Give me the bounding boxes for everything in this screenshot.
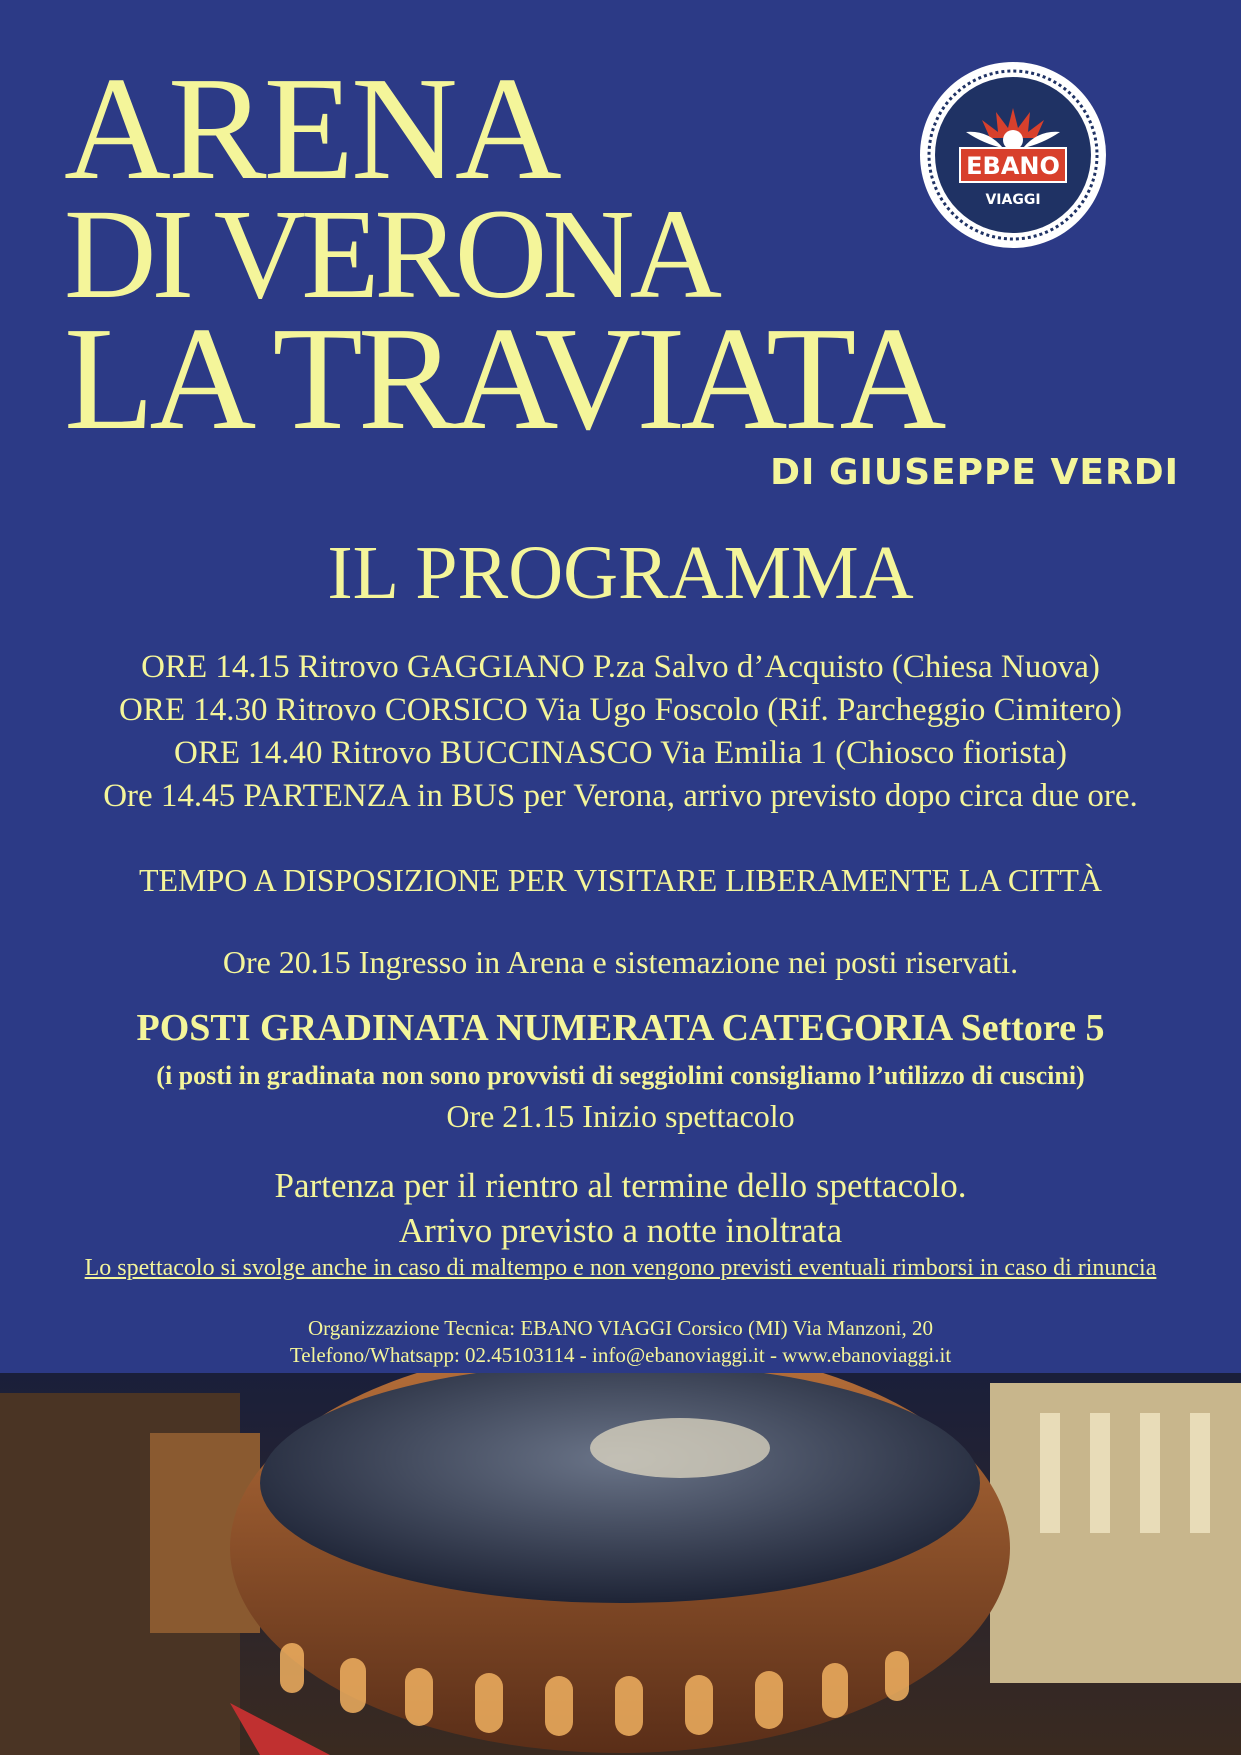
schedule-item: ORE 14.30 Ritrovo CORSICO Via Ugo Foscolo (Rif. Parcheggio Cimitero) (119, 692, 1122, 728)
title-arena: ARENA (64, 47, 559, 211)
return-info (0, 1163, 1241, 1253)
schedule-item: ORE 14.40 Ritrovo BUCCINASCO Via Emilia 1 (Chiosco fiorista) (174, 735, 1067, 771)
schedule-list (0, 646, 1241, 818)
weather-disclaimer: Lo spettacolo si svolge anche in caso di maltempo e non vengono previsti eventuali rimborsi in caso di rinuncia (84, 1255, 1157, 1281)
schedule-item: ORE 14.15 Ritrovo GAGGIANO P.za Salvo d’Acquisto (Chiesa Nuova) (141, 649, 1100, 685)
seats-info: POSTI GRADINATA NUMERATA CATEGORIA Settore 5 (136, 1007, 1105, 1049)
arena-photo (0, 1373, 1241, 1755)
logo-name: EBANO (966, 152, 1060, 180)
subtitle-composer: DI GIUSEPPE VERDI (770, 452, 1179, 493)
title-di-verona: DI VERONA (64, 183, 718, 325)
program-heading: IL PROGRAMMA (327, 531, 914, 615)
contact-info: Telefono/Whatsapp: 02.45103114 - info@ebanoviaggi.it - www.ebanoviaggi.it (289, 1343, 952, 1367)
organizer-info: Organizzazione Tecnica: EBANO VIAGGI Corsico (MI) Via Manzoni, 20 (308, 1316, 933, 1340)
free-time-note: TEMPO A DISPOSIZIONE PER VISITARE LIBERAMENTE LA CITTÀ (138, 862, 1103, 898)
return-arrival: Arrivo previsto a notte inoltrata (398, 1211, 843, 1250)
show-start: Ore 21.15 Inizio spettacolo (446, 1098, 795, 1134)
logo-sub: VIAGGI (985, 192, 1041, 208)
seats-note: (i posti in gradinata non sono provvisti di seggiolini consigliamo l’utilizzo di cuscini) (156, 1061, 1085, 1090)
schedule-item: Ore 14.45 PARTENZA in BUS per Verona, arrivo previsto dopo circa due ore. (103, 778, 1138, 814)
arena-entry: Ore 20.15 Ingresso in Arena e sistemazione nei posti riservati. (222, 944, 1019, 980)
title-la-traviata: LA TRAVIATA (64, 297, 942, 461)
ebano-viaggi-logo (918, 60, 1108, 250)
return-departure: Partenza per il rientro al termine dello spettacolo. (274, 1166, 967, 1205)
